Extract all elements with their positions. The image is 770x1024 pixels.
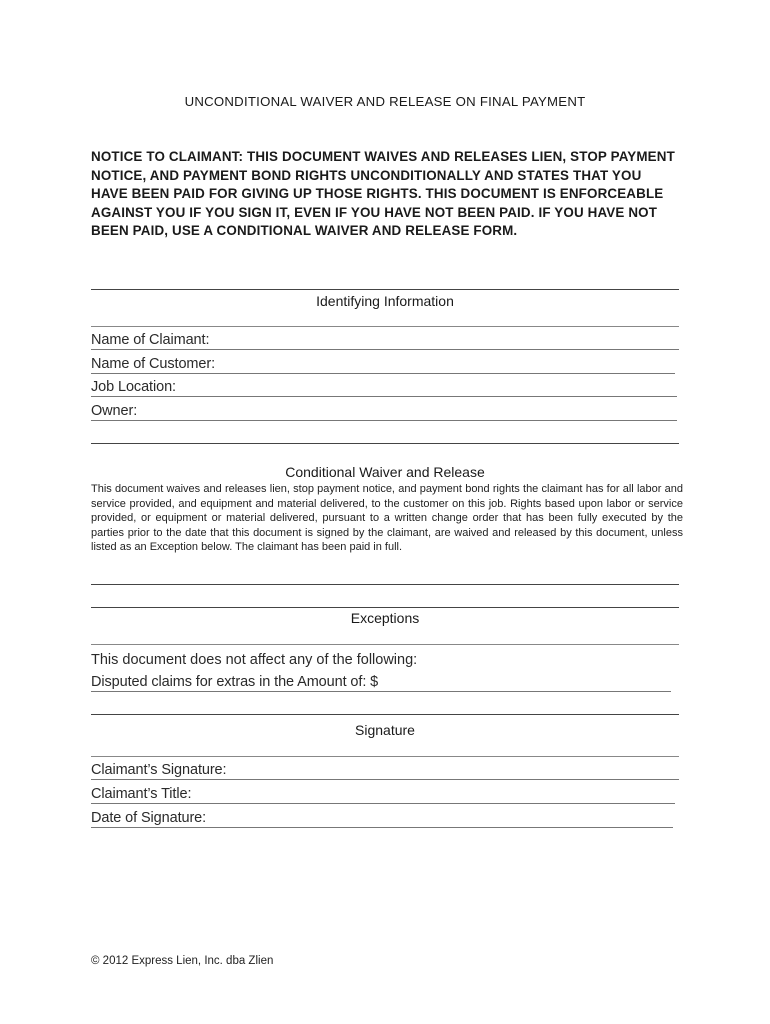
waiver-text: This document waives and releases lien, stop payment notice, and payment bond rights the claimant has for all labor and service provided, and equipment and material delivered, to the customer on this job. Rights based upon labor or service provided, or equipment or material delivered, pursuant to a written change order that has been fully executed by the parties prior to the date that this document is signed by the claimant, are waived and released by this document, unless listed as an Exception below. The claimant has been paid in full. bbox=[91, 483, 683, 554]
document-title: UNCONDITIONAL WAIVER AND RELEASE ON FINAL PAYMENT bbox=[184, 94, 586, 109]
notice-to-claimant: NOTICE TO CLAIMANT: THIS DOCUMENT WAIVES AND RELEASES LIEN, STOP PAYMENT NOTICE, AND PAYMENT BOND RIGHTS UNCONDITIONALLY AND STATES THAT YOU HAVE BEEN PAID FOR GIVING UP THOSE RIGHTS. THIS DOCUMENT IS ENFORCEABLE AGAINST YOU IF YOU SIGN IT, EVEN IF YOU HAVE NOT BEEN PAID. IF YOU HAVE NOT BEEN PAID, USE A CONDITIONAL WAIVER AND RELEASE FORM. bbox=[91, 149, 675, 239]
exceptions-intro: This document does not affect any of the following: bbox=[91, 652, 418, 668]
divider bbox=[91, 756, 679, 757]
owner-row bbox=[91, 403, 677, 421]
disputed-claims-amount-field[interactable] bbox=[378, 673, 671, 692]
copyright-footer: © 2012 Express Lien, Inc. dba Zlien bbox=[91, 955, 274, 967]
divider bbox=[91, 443, 679, 444]
customer-name-row bbox=[91, 356, 675, 374]
customer-name-label: Name of Customer: bbox=[91, 356, 216, 372]
claimant-signature-field[interactable] bbox=[226, 761, 679, 780]
signature-date-field[interactable] bbox=[206, 809, 673, 828]
claimant-name-field[interactable] bbox=[209, 331, 679, 350]
claimant-title-row bbox=[91, 786, 675, 804]
divider bbox=[91, 644, 679, 645]
divider bbox=[91, 289, 679, 290]
waiver-heading: Conditional Waiver and Release bbox=[285, 464, 485, 480]
divider bbox=[91, 607, 679, 608]
owner-field[interactable] bbox=[137, 402, 677, 421]
claimant-signature-row bbox=[91, 762, 679, 780]
owner-label: Owner: bbox=[91, 403, 138, 419]
disputed-claims-row bbox=[91, 674, 671, 692]
claimant-name-row bbox=[91, 332, 679, 350]
claimant-title-field[interactable] bbox=[191, 785, 675, 804]
disputed-claims-label: Disputed claims for extras in the Amount of: $ bbox=[91, 674, 379, 690]
job-location-row bbox=[91, 379, 677, 397]
job-location-field[interactable] bbox=[176, 378, 677, 397]
signature-date-label: Date of Signature: bbox=[91, 810, 207, 826]
customer-name-field[interactable] bbox=[215, 355, 675, 374]
claimant-title-label: Claimant’s Title: bbox=[91, 786, 192, 802]
claimant-signature-label: Claimant’s Signature: bbox=[91, 762, 227, 778]
claimant-name-label: Name of Claimant: bbox=[91, 332, 210, 348]
identifying-information-heading: Identifying Information bbox=[316, 293, 454, 309]
signature-heading: Signature bbox=[355, 722, 415, 738]
divider bbox=[91, 326, 679, 327]
job-location-label: Job Location: bbox=[91, 379, 176, 395]
signature-date-row bbox=[91, 810, 673, 828]
divider bbox=[91, 584, 679, 585]
divider bbox=[91, 714, 679, 715]
exceptions-heading: Exceptions bbox=[350, 610, 420, 626]
